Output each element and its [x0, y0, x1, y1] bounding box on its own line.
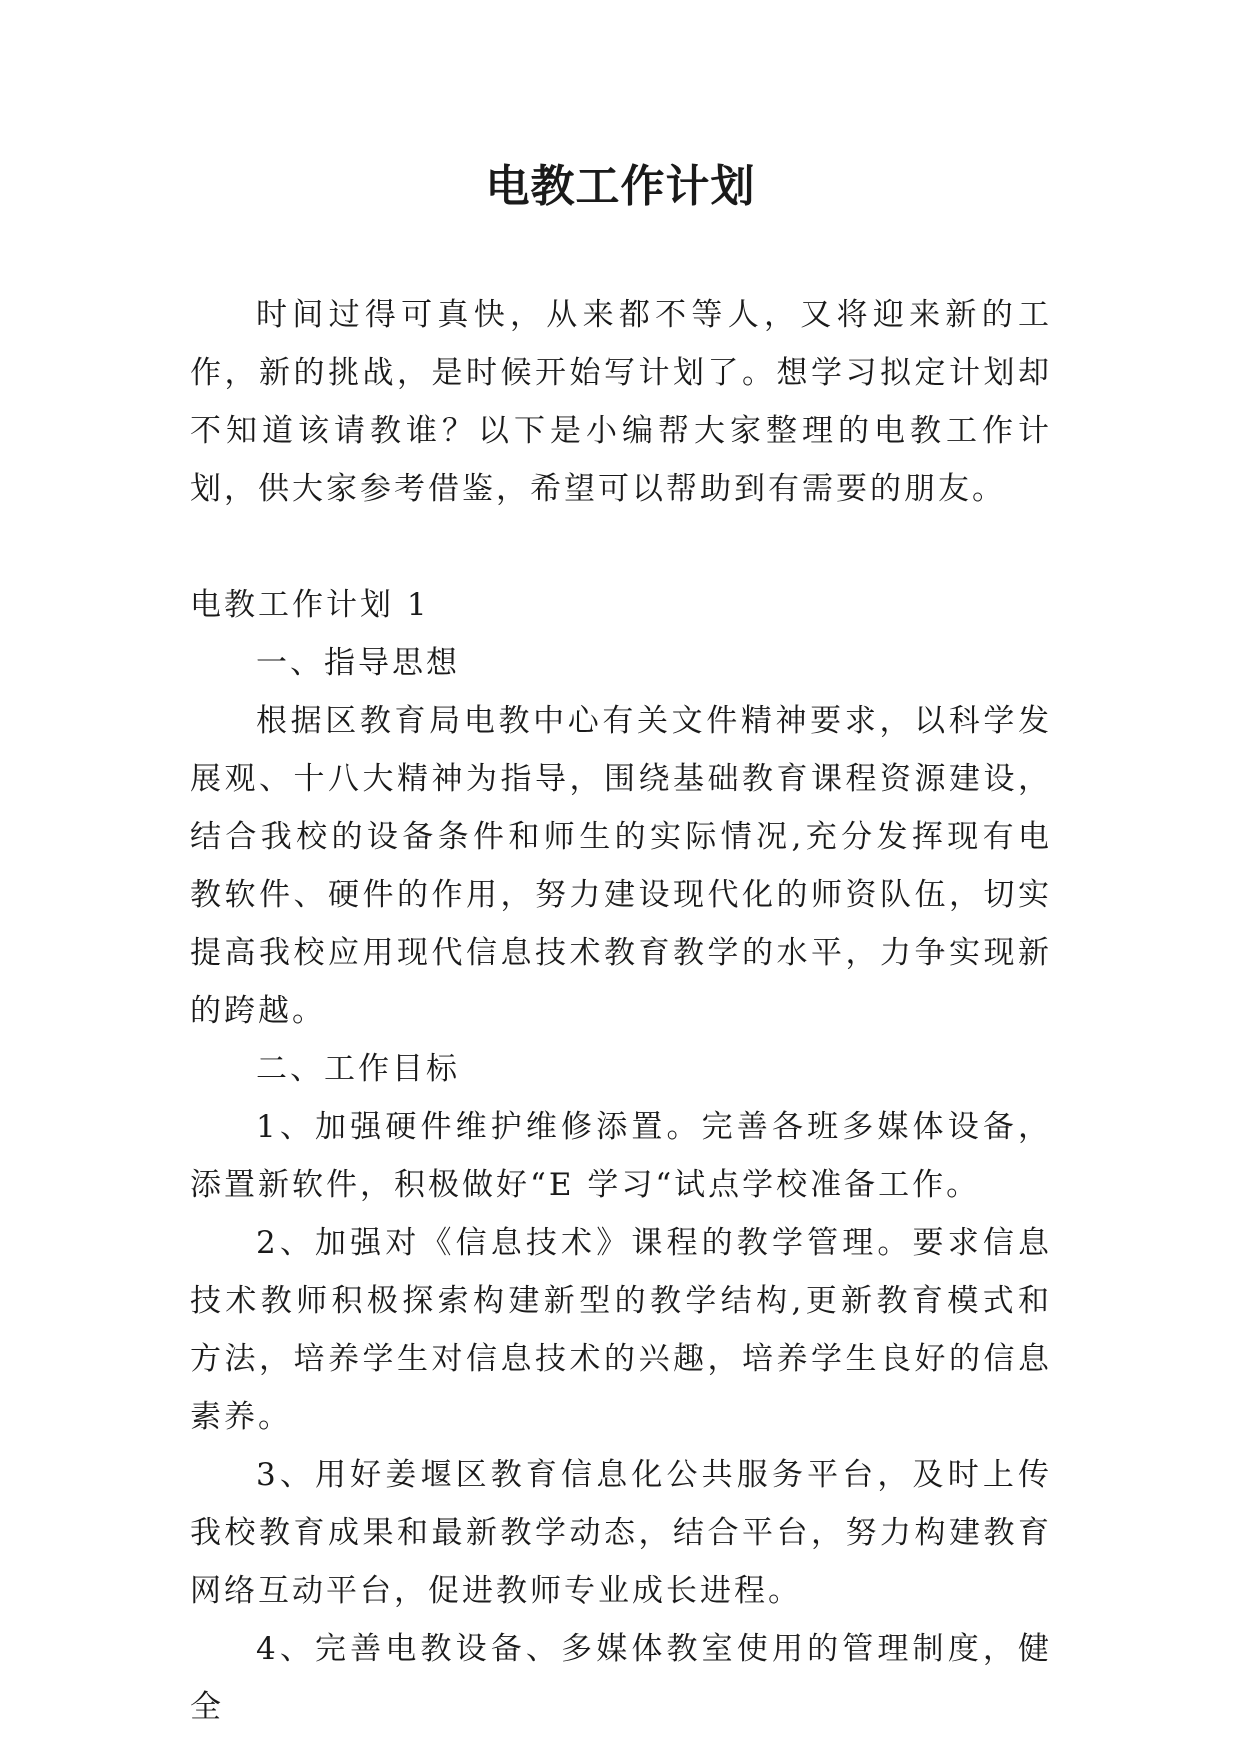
goal-item-2: 2、加强对《信息技术》课程的教学管理。要求信息技术教师积极探索构建新型的教学结构,更新教育模式和方法，培养学生对信息技术的兴趣，培养学生良好的信息素养。: [190, 1225, 1052, 1435]
goal-item-1: 1、加强硬件维护维修添置。完善各班多媒体设备，添置新软件，积极做好“E 学习“试点学校准备工作。: [190, 1109, 1052, 1203]
document-title: 电教工作计划: [485, 161, 756, 212]
paragraph-guiding-ideology: 根据区教育局电教中心有关文件精神要求，以科学发展观、十八大精神为指导，围绕基础教育课程资源建设，结合我校的设备条件和师生的实际情况,充分发挥现有电教软件、硬件的作用，努力建设现代化的师资队伍，切实提高我校应用现代信息技术教育教学的水平，力争实现新的跨越。: [190, 703, 1052, 1029]
goal-item-4: 4、完善电教设备、多媒体教室使用的管理制度，健全: [190, 1631, 1052, 1725]
heading-guiding-ideology: 一、指导思想: [256, 645, 460, 681]
main-content: [190, 576, 1052, 1736]
heading-work-goals: 二、工作目标: [256, 1051, 460, 1087]
intro-block: [190, 286, 1052, 518]
section-title: 电教工作计划 1: [190, 587, 430, 623]
goal-item-3: 3、用好姜堰区教育信息化公共服务平台，及时上传我校教育成果和最新教学动态，结合平台，努力构建教育网络互动平台，促进教师专业成长进程。: [190, 1457, 1052, 1609]
intro-paragraph: 时间过得可真快，从来都不等人，又将迎来新的工作，新的挑战，是时候开始写计划了。想学习拟定计划却不知道该请教谁？以下是小编帮大家整理的电教工作计划，供大家参考借鉴，希望可以帮助到有需要的朋友。: [190, 297, 1052, 507]
